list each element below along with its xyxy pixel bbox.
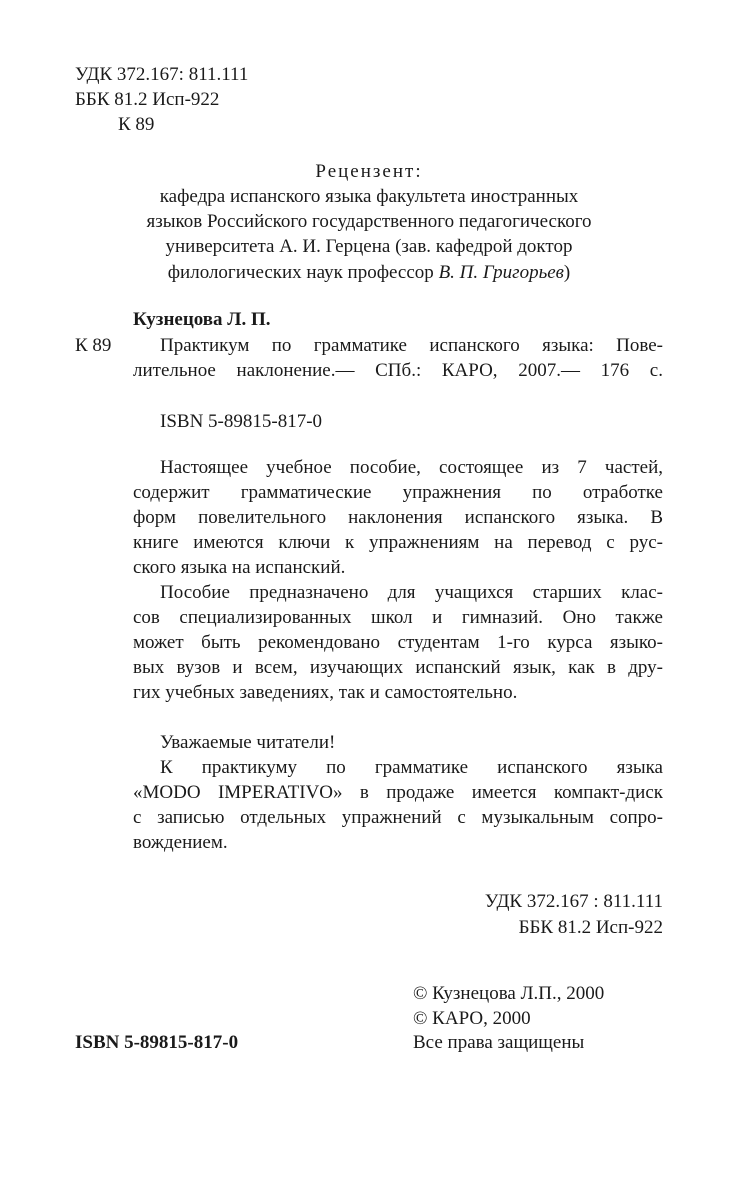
- annotation-line: содержит грамматические упражнения по отработке: [133, 482, 663, 503]
- footer-udk: УДК 372.167 : 811.111: [484, 891, 663, 912]
- annotation-line: форм повелительного наклонения испанского языка. В: [133, 507, 663, 528]
- annotation-line: вых вузов и всем, изучающих испанский язык, как в дру-: [133, 657, 663, 678]
- reviewer-line: языков Российского государственного педагогического: [146, 211, 592, 232]
- reviewer-name: В. П. Григорьев: [438, 262, 564, 283]
- notice-line: с записью отдельных упражнений с музыкальным сопро-: [133, 807, 663, 828]
- rights-reserved: Все права защищены: [413, 1032, 585, 1053]
- annotation-line: сов специализированных школ и гимназий. Оно также: [133, 607, 663, 628]
- copyright-publisher: © КАРО, 2000: [413, 1008, 531, 1029]
- bibliography-mark: К 89: [75, 335, 112, 356]
- reviewer-text: филологических наук профессор: [167, 262, 439, 283]
- reviewer-closing: ): [563, 262, 571, 283]
- author-mark: К 89: [118, 114, 155, 135]
- annotation-line: ского языка на испанский.: [133, 557, 346, 578]
- notice-line: «MODO IMPERATIVO» в продаже имеется компакт-диск: [133, 782, 663, 803]
- bibliography-line: лительное наклонение.— СПб.: КАРО, 2007.— 176 с.: [133, 360, 663, 381]
- reviewer-line: кафедра испанского языка факультета иностранных: [159, 186, 579, 207]
- reviewer-line-last: [75, 261, 663, 285]
- notice-line: К практикуму по грамматике испанского языка: [160, 757, 663, 778]
- annotation-line: Пособие предназначено для учащихся старших клас-: [160, 582, 663, 603]
- isbn: ISBN 5-89815-817-0: [160, 411, 323, 432]
- author-name: Кузнецова Л. П.: [133, 309, 271, 330]
- annotation-line: может быть рекомендовано студентам 1-го курса языко-: [133, 632, 663, 653]
- bibliography-line: Практикум по грамматике испанского языка: Пове-: [160, 335, 663, 356]
- footer-bbk: ББК 81.2 Исп-922: [518, 917, 663, 938]
- bbk-code: ББК 81.2 Исп-922: [75, 89, 220, 110]
- copyright-author: © Кузнецова Л.П., 2000: [413, 983, 605, 1004]
- annotation-line: книге имеются ключи к упражнениям на перевод с рус-: [133, 532, 663, 553]
- notice-greeting: Уважаемые читатели!: [160, 732, 336, 753]
- udk-code: УДК 372.167: 811.111: [75, 64, 249, 85]
- footer-isbn: ISBN 5-89815-817-0: [75, 1032, 239, 1053]
- reviewer-title: Рецензент:: [315, 161, 423, 182]
- notice-line: вождением.: [133, 832, 228, 853]
- annotation-line: гих учебных заведениях, так и самостоятельно.: [133, 682, 518, 703]
- reviewer-line: университета А. И. Герцена (зав. кафедрой доктор: [165, 236, 573, 257]
- annotation-line: Настоящее учебное пособие, состоящее из 7 частей,: [160, 457, 663, 478]
